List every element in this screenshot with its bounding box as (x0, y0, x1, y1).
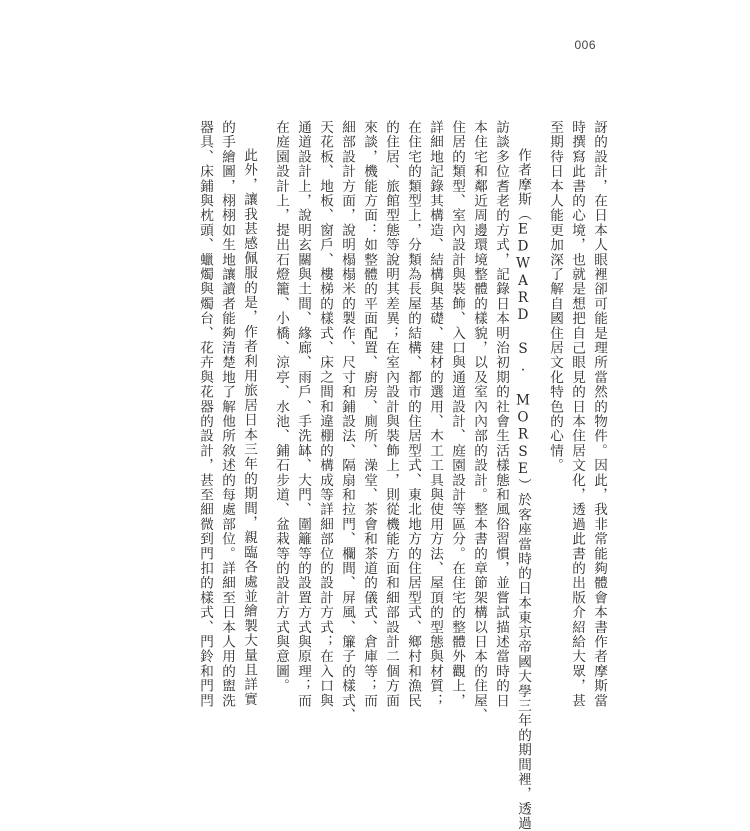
vertical-text-body (135, 120, 607, 831)
text-column: 至期待日本人能更加深了解自國住居文化特色的心情。 (547, 120, 563, 473)
page-number: 006 (574, 38, 596, 52)
text-column: 的手繪圖，栩栩如生地讓讀者能夠清楚地了解他所敘述的每處部位。詳細至日本人用的盥洗 (219, 120, 235, 708)
text-column: 本住宅和鄰近周邊環境整體的樣貌，以及室內內部的設計。整本書的章節架構以日本的住屋、 (471, 120, 487, 723)
text-column: 訪談多位耆老的方式，記錄日本明治初期的社會生活樣態和風俗習慣，並嘗試描述當時的日 (493, 120, 509, 708)
text-column: 在庭園設計上，提出石燈籠、小橋、涼亭、水池、鋪石步道、盆栽等的設計方式與意圖。 (273, 120, 289, 694)
text-column: 細部設計方面，說明榻榻米的製作、尺寸和鋪設法、隔扇和拉門、欄間、屏風、簾子的樣式、 (339, 120, 355, 723)
text-column: 住居的類型、室內設計與裝飾、入口與通道設計、庭園設計等區分。在住宅的整體外觀上， (449, 120, 465, 708)
text-column: 天花板、地板、窗戶、樓梯的樣式、床之間和違棚的構成等詳細部位的設計方式；在入口與 (317, 120, 333, 708)
text-column: 通道設計上，說明玄關與土間、緣廊、雨戶、手洗缽、大門、圍籬等的設置方式與原理；而 (295, 120, 311, 708)
text-column-indented: 此外，讓我甚感佩服的是，作者利用旅居日本三年的期間，親臨各處並繪製大量且詳實 (241, 148, 257, 707)
text-column-indented: 作者摩斯（EDWARD S. MORSE）於客座當時的日本東京帝國大學三年的期間裡，透過 (515, 148, 531, 831)
text-column: 來談，機能方面：如整體的平面配置、廚房、廁所、澡堂、茶會和茶道的儀式、倉庫等；而 (361, 120, 377, 708)
text-column: 的住居、旅館型態等說明其差異；在室內設計與裝飾上，則從機能方面和細部設計二個方面 (383, 120, 399, 708)
text-column: 在住宅的類型上，分類為長屋的結構、都市的住居型式、東北地方的住居型式、鄉村和漁民 (405, 120, 421, 708)
text-column: 訝的設計，在日本人眼裡卻可能是理所當然的物件。因此，我非常能夠體會本書作者摩斯當 (591, 120, 607, 708)
text-column: 器具、床鋪與枕頭、蠟燭與燭台、花卉與花器的設計，甚至細微到門扣的樣式、門鈴和門閂 (197, 120, 213, 708)
text-column: 詳細地記錄其構造、結構與基礎、建材的選用、木工工具與使用方法、屋頂的型態與材質； (427, 120, 443, 708)
text-column: 時撰寫此書的心境，也就是想把自己眼見的日本住居文化，透過此書的出版介紹給大眾，甚 (569, 120, 585, 708)
